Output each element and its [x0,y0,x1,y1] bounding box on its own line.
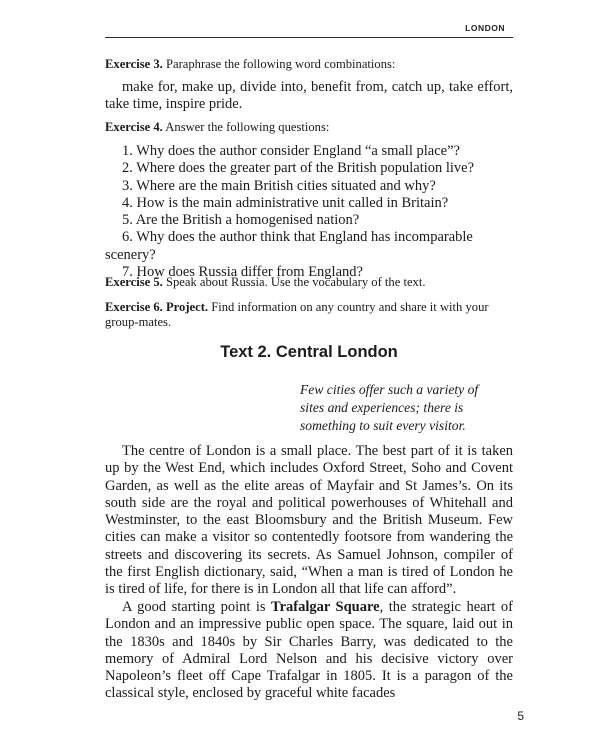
exercise-6-instruction [105,300,513,330]
exercise-4-label: Exercise 4. [105,120,163,134]
exercise-6-label: Exercise 6. Project. [105,300,209,314]
exercise-4-text: Answer the following questions: [165,120,330,134]
paragraph-2-rest: , the strategic heart of London and an impressive public open space. The square, laid out in the 1830s and 1840s by Sir Charles Barry, was dedicated to the memory of Admiral Lord Nelson and his decisive victory over Napoleon’s fleet off Cape Trafalgar in 1805. It is a paragon of the classical style, enclosed by graceful white facades [105,599,513,702]
exercise-6-text: Find information on any country and share it with your group-mates. [105,300,489,329]
question-item: 4. How is the main administrative unit called in Britain? [122,194,449,211]
question-item: 7. How does Russia differ from England? [122,264,363,281]
epigraph: Few cities offer such a variety of sites and experiences; there is something to suit every visitor. [300,382,479,433]
exercise-3-instruction [105,57,513,72]
header-rule [105,37,513,38]
exercise-4-question-list [105,143,513,281]
paragraph-2-lead: A good starting point is [122,599,271,615]
exercise-3-label: Exercise 3. [105,57,163,71]
question-item: 6. Why does the author think that England has incomparable scenery? [105,229,473,263]
page-number: 5 [517,709,524,723]
paragraph-trafalgar [105,599,513,703]
exercise-5-instruction [105,275,513,290]
running-head-label: LONDON [465,23,505,33]
exercise-3-word-list: make for, make up, divide into, benefit from, catch up, take effort, take time, inspire pride. [105,79,513,113]
exercise-4-instruction [105,120,513,135]
text-heading: Text 2. Central London [220,343,398,361]
exercise-5-text: Speak about Russia. Use the vocabulary of the text. [165,275,426,289]
question-item: 1. Why does the author consider England “a small place”? [122,143,460,159]
trafalgar-square-term: Trafalgar Square [271,599,380,615]
exercise-5-label: Exercise 5. [105,275,163,289]
question-item: 5. Are the British a homogenised nation? [122,212,360,229]
running-head [105,23,513,35]
question-item: 2. Where does the greater part of the British population live? [122,160,475,177]
exercise-3-text: Paraphrase the following word combinations: [165,57,396,71]
paragraph-central-london: The centre of London is a small place. The best part of it is taken up by the West End, which includes Oxford Street, Soho and Covent Garden, as well as the elite areas of Mayfair and St James’s. On its south side are the royal and political powerhouses of Whitehall and Westminster, to the east Bloomsbury and the British Museum. Few cities can make a visitor so contentedly footsore from wandering the streets and discovering its secrets. As Samuel Johnson, compiler of the first English dictionary, said, “When a man is tired of London he is tired of life, for there is in London all that life can afford”. [105,443,513,598]
question-item: 3. Where are the main British cities situated and why? [122,177,436,194]
